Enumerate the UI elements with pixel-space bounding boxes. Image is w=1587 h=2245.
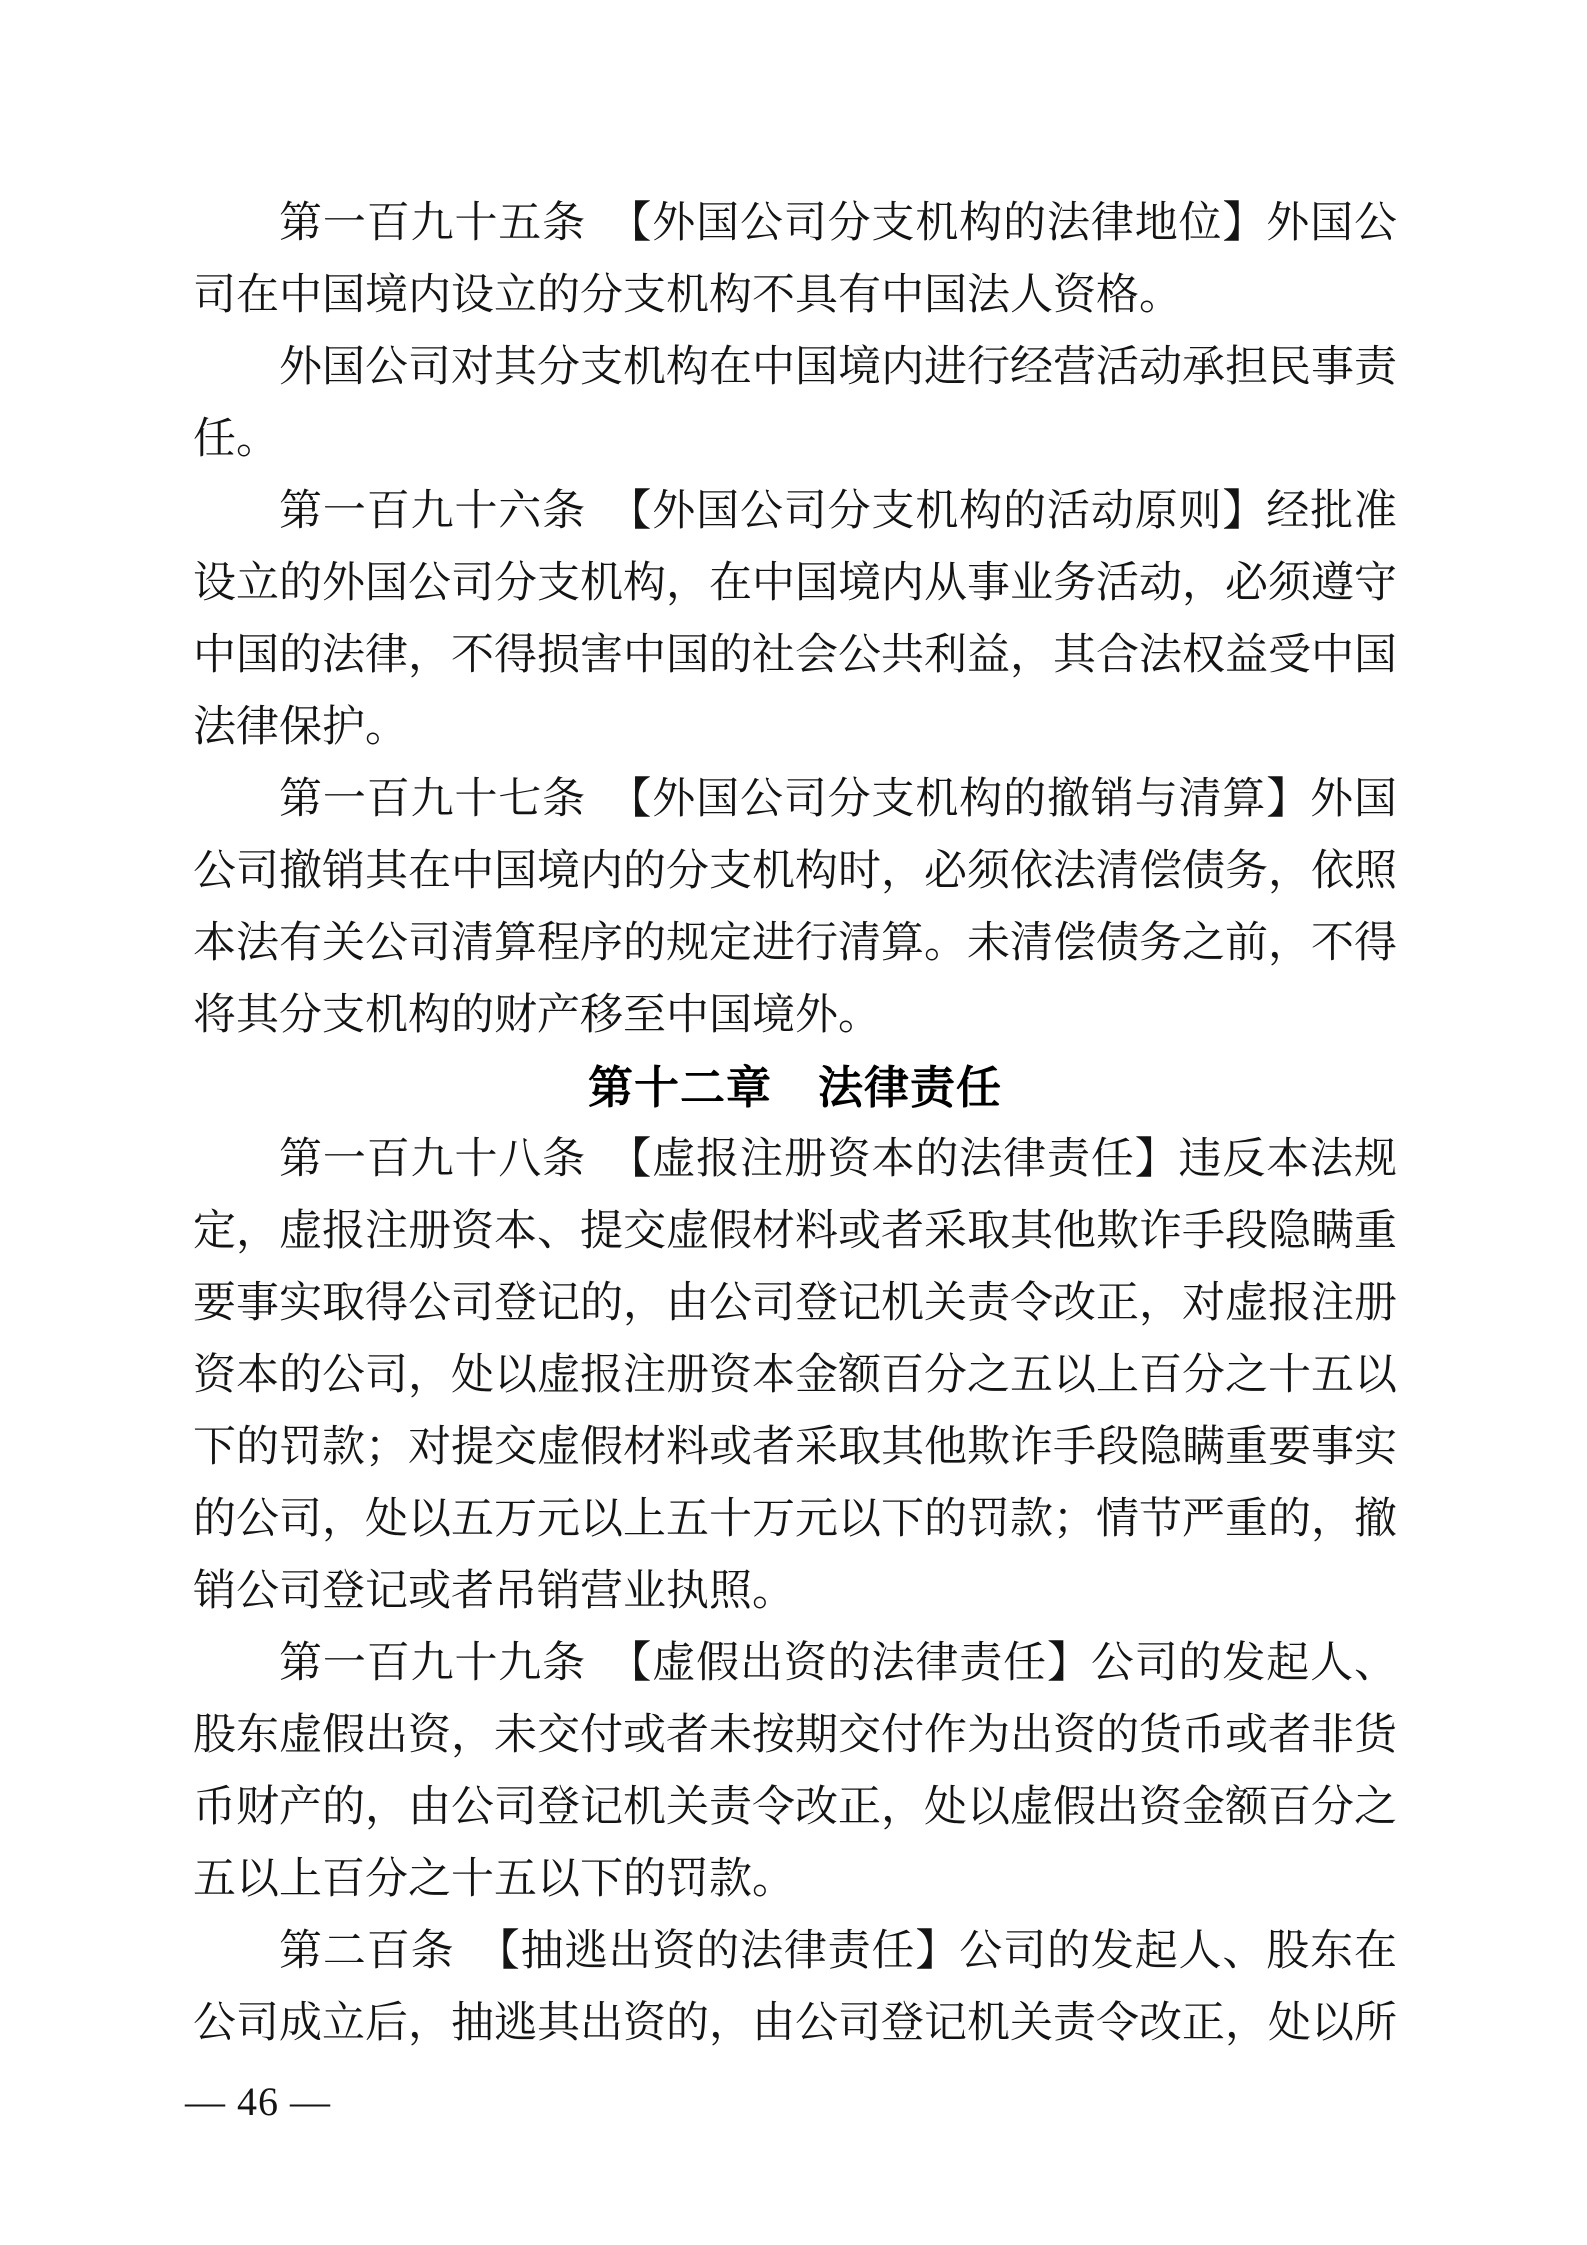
text-line: 销公司登记或者吊销营业执照。 — [193, 1568, 795, 1615]
text-line: 设立的外国公司分支机构，在中国境内从事业务活动，必须遵守 — [193, 560, 1397, 607]
text-line: 的公司，处以五万元以上五十万元以下的罚款；情节严重的，撤 — [193, 1496, 1397, 1543]
text-line: 第一百九十六条 【外国公司分支机构的活动原则】经批准 — [279, 488, 1397, 535]
chapter-heading: 第十二章 法律责任 — [587, 1062, 1002, 1113]
text-line: 要事实取得公司登记的，由公司登记机关责令改正，对虚报注册 — [193, 1280, 1397, 1327]
text-line: 第一百九十九条 【虚假出资的法律责任】公司的发起人、 — [279, 1640, 1397, 1687]
text-line: 下的罚款；对提交虚假材料或者采取其他欺诈手段隐瞒重要事实 — [193, 1424, 1397, 1471]
text-line: 五以上百分之十五以下的罚款。 — [193, 1856, 795, 1903]
text-line: 本法有关公司清算程序的规定进行清算。未清偿债务之前，不得 — [193, 920, 1397, 967]
text-line: 公司成立后，抽逃其出资的，由公司登记机关责令改正，处以所 — [193, 2000, 1397, 2047]
page-number: — 46 — — [185, 2079, 331, 2124]
text-line: 外国公司对其分支机构在中国境内进行经营活动承担民事责 — [279, 344, 1397, 391]
text-line: 中国的法律，不得损害中国的社会公共利益，其合法权益受中国 — [193, 632, 1397, 679]
text-block — [193, 188, 1397, 2060]
text-line: 资本的公司，处以虚报注册资本金额百分之五以上百分之十五以 — [193, 1352, 1397, 1399]
text-line: 任。 — [193, 416, 279, 463]
text-line: 定，虚报注册资本、提交虚假材料或者采取其他欺诈手段隐瞒重 — [193, 1208, 1397, 1255]
text-line: 第二百条 【抽逃出资的法律责任】公司的发起人、股东在 — [279, 1928, 1397, 1975]
text-line: 公司撤销其在中国境内的分支机构时，必须依法清偿债务，依照 — [193, 848, 1397, 895]
text-line: 法律保护。 — [193, 704, 408, 751]
text-line: 第一百九十七条 【外国公司分支机构的撤销与清算】外国 — [279, 776, 1397, 823]
text-line: 股东虚假出资，未交付或者未按期交付作为出资的货币或者非货 — [193, 1712, 1397, 1759]
text-line: 司在中国境内设立的分支机构不具有中国法人资格。 — [193, 272, 1182, 319]
text-line: 将其分支机构的财产移至中国境外。 — [193, 992, 881, 1039]
text-line: 第一百九十五条 【外国公司分支机构的法律地位】外国公 — [279, 200, 1397, 247]
text-line: 币财产的，由公司登记机关责令改正，处以虚假出资金额百分之 — [193, 1784, 1397, 1831]
text-line: 第一百九十八条 【虚报注册资本的法律责任】违反本法规 — [279, 1136, 1397, 1183]
